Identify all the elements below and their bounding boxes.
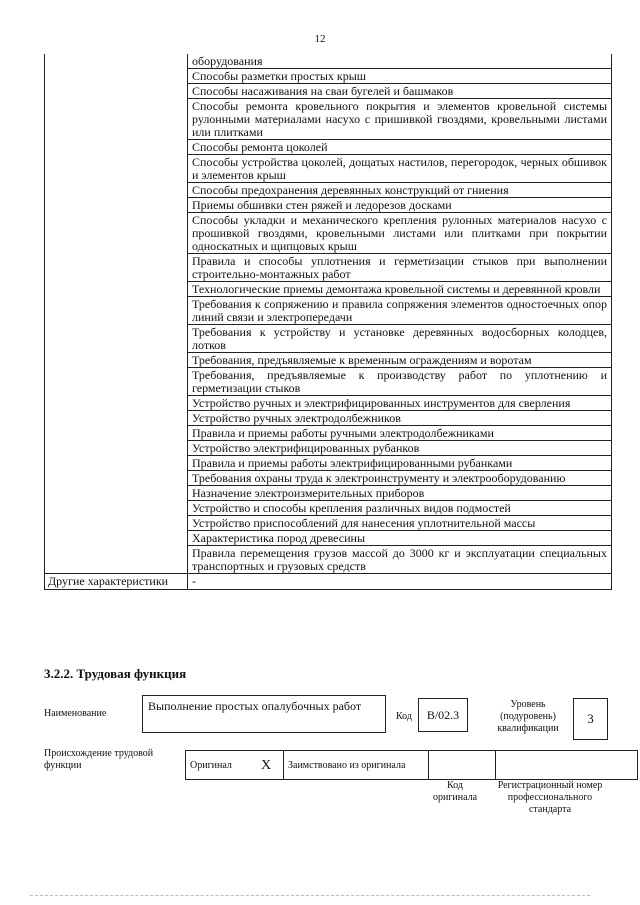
other-characteristics-label: Другие характеристики bbox=[45, 574, 188, 590]
requirement-row bbox=[45, 99, 612, 140]
requirement-row bbox=[45, 516, 612, 531]
requirement-row bbox=[45, 456, 612, 471]
function-code-box: В/02.3 bbox=[418, 698, 468, 732]
original-label: Оригинал bbox=[186, 751, 250, 780]
requirement-item: Технологические приемы демонтажа кровельной системы и деревянной кровли bbox=[188, 282, 612, 297]
requirement-row bbox=[45, 54, 612, 69]
label-column-cell bbox=[45, 426, 188, 441]
label-column-cell bbox=[45, 441, 188, 456]
label-column-cell bbox=[45, 531, 188, 546]
requirement-item: Способы ремонта цоколей bbox=[188, 140, 612, 155]
requirement-item: Правила перемещения грузов массой до 3000 кг и эксплуатации специальных транспортных и грузовых средств bbox=[188, 546, 612, 574]
section-title: 3.2.2. Трудовая функция bbox=[44, 666, 187, 681]
label-column-cell bbox=[45, 368, 188, 396]
page-number: 12 bbox=[314, 33, 326, 45]
requirement-row bbox=[45, 213, 612, 254]
requirement-row bbox=[45, 411, 612, 426]
label-column-cell bbox=[45, 516, 188, 531]
requirement-item: Требования охраны труда к электроинструменту и электрооборудованию bbox=[188, 471, 612, 486]
requirement-item: Устройство электрифицированных рубанков bbox=[188, 441, 612, 456]
level-box: 3 bbox=[573, 698, 608, 740]
code-label: Код bbox=[396, 711, 412, 722]
requirement-row bbox=[45, 486, 612, 501]
requirement-row bbox=[45, 368, 612, 396]
requirement-item: Требования к сопряжению и правила сопряжения элементов одностоечных опор линий связи и электропередачи bbox=[188, 297, 612, 325]
reg-number-caption: Регистрационный номер профессионального стандарта bbox=[497, 780, 603, 815]
requirement-row bbox=[45, 501, 612, 516]
label-column-cell bbox=[45, 411, 188, 426]
requirement-row bbox=[45, 254, 612, 282]
origin-table bbox=[185, 750, 638, 780]
label-column-cell bbox=[45, 282, 188, 297]
label-column-cell bbox=[45, 198, 188, 213]
requirement-row bbox=[45, 183, 612, 198]
other-characteristics-value: - bbox=[188, 574, 612, 590]
origin-code-caption: Код оригинала bbox=[432, 780, 478, 803]
label-column-cell bbox=[45, 471, 188, 486]
requirement-row bbox=[45, 140, 612, 155]
label-column-cell bbox=[45, 155, 188, 183]
label-column-cell bbox=[45, 501, 188, 516]
requirement-row bbox=[45, 441, 612, 456]
requirement-item: Правила и приемы работы электрифицированными рубанками bbox=[188, 456, 612, 471]
requirement-item: Правила и способы уплотнения и герметизации стыков при выполнении строительно-монтажных работ bbox=[188, 254, 612, 282]
requirement-row bbox=[45, 426, 612, 441]
requirement-item: Требования к устройству и установке деревянных водосборных колодцев, лотков bbox=[188, 325, 612, 353]
requirement-item: Способы предохранения деревянных конструкций от гниения bbox=[188, 183, 612, 198]
requirement-item: Устройство и способы крепления различных видов подмостей bbox=[188, 501, 612, 516]
requirement-item: оборудования bbox=[188, 54, 612, 69]
label-column-cell bbox=[45, 54, 188, 69]
origin-code-cell bbox=[429, 751, 496, 780]
requirement-row bbox=[45, 546, 612, 574]
requirement-item: Приемы обшивки стен ряжей и ледорезов досками bbox=[188, 198, 612, 213]
original-mark: X bbox=[249, 751, 284, 780]
label-column-cell bbox=[45, 396, 188, 411]
label-column-cell bbox=[45, 254, 188, 282]
function-name-box: Выполнение простых опалубочных работ bbox=[142, 695, 386, 733]
requirement-item: Устройство ручных электродолбежников bbox=[188, 411, 612, 426]
requirement-item: Способы насаживания на сваи бугелей и башмаков bbox=[188, 84, 612, 99]
requirement-item: Требования, предъявляемые к производству работ по уплотнению и герметизации стыков bbox=[188, 368, 612, 396]
reg-number-cell bbox=[496, 751, 638, 780]
requirement-item: Требования, предъявляемые к временным ограждениям и воротам bbox=[188, 353, 612, 368]
level-label: Уровень (подуровень) квалификации bbox=[497, 699, 559, 734]
requirement-row bbox=[45, 282, 612, 297]
requirement-item: Характеристика пород древесины bbox=[188, 531, 612, 546]
label-column-cell bbox=[45, 325, 188, 353]
scan-fold-line bbox=[30, 895, 590, 898]
borrowed-label: Заимствовано из оригинала bbox=[284, 751, 429, 780]
requirement-row bbox=[45, 325, 612, 353]
name-label: Наименование bbox=[44, 708, 107, 719]
requirement-row bbox=[45, 396, 612, 411]
requirement-row bbox=[45, 531, 612, 546]
requirement-item: Назначение электроизмерительных приборов bbox=[188, 486, 612, 501]
requirement-item: Устройство приспособлений для нанесения уплотнительной массы bbox=[188, 516, 612, 531]
other-characteristics-row bbox=[45, 574, 612, 590]
requirement-row bbox=[45, 84, 612, 99]
requirement-row bbox=[45, 198, 612, 213]
label-column-cell bbox=[45, 84, 188, 99]
requirement-item: Правила и приемы работы ручными электродолбежниками bbox=[188, 426, 612, 441]
requirement-item: Устройство ручных и электрифицированных инструментов для сверления bbox=[188, 396, 612, 411]
label-column-cell bbox=[45, 353, 188, 368]
label-column-cell bbox=[45, 183, 188, 198]
requirement-item: Способы ремонта кровельного покрытия и элементов кровельной системы рулонными материалами насухо с пришивкой гвоздями, кровельными листами или плитками bbox=[188, 99, 612, 140]
requirement-row bbox=[45, 471, 612, 486]
requirements-table bbox=[44, 54, 612, 590]
origin-label: Происхождение трудовой функции bbox=[44, 748, 154, 771]
requirement-row bbox=[45, 69, 612, 84]
label-column-cell bbox=[45, 456, 188, 471]
label-column-cell bbox=[45, 99, 188, 140]
label-column-cell bbox=[45, 297, 188, 325]
requirement-item: Способы устройства цоколей, дощатых настилов, перегородок, черных обшивок и элементов крыш bbox=[188, 155, 612, 183]
requirement-item: Способы разметки простых крыш bbox=[188, 69, 612, 84]
label-column-cell bbox=[45, 69, 188, 84]
label-column-cell bbox=[45, 486, 188, 501]
label-column-cell bbox=[45, 140, 188, 155]
requirement-item: Способы укладки и механического крепления рулонных материалов насухо с прошивкой гвоздями, кровельными листами или плитками при покрытии односкатных и щипцовых крыш bbox=[188, 213, 612, 254]
label-column-cell bbox=[45, 546, 188, 574]
requirement-row bbox=[45, 155, 612, 183]
requirement-row bbox=[45, 297, 612, 325]
requirement-row bbox=[45, 353, 612, 368]
label-column-cell bbox=[45, 213, 188, 254]
